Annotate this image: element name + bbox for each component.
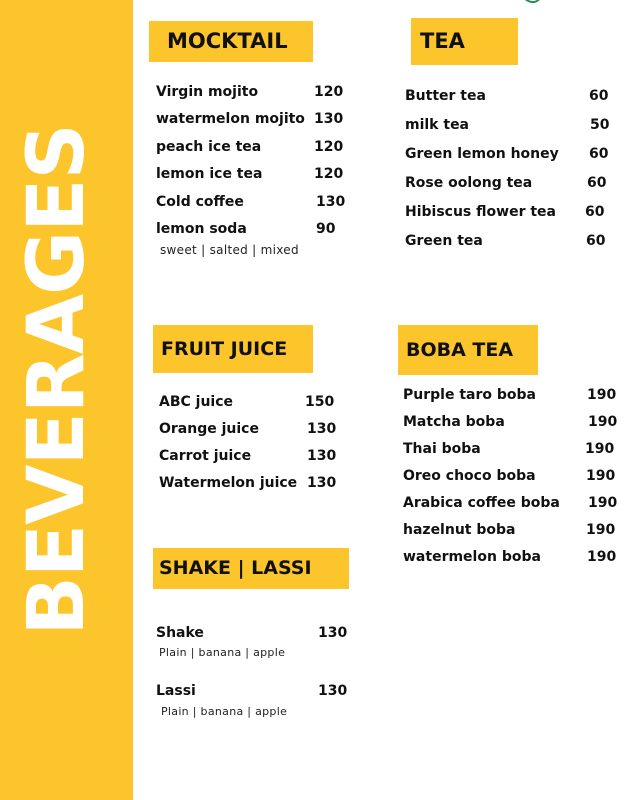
- menu-item-price: 60: [587, 175, 607, 191]
- menu-item-name: Butter tea: [405, 88, 486, 104]
- menu-item-price: 120: [314, 84, 344, 100]
- menu-item-price: 130: [307, 475, 337, 491]
- menu-item-price: 130: [307, 448, 337, 464]
- menu-item-price: 150: [305, 394, 335, 410]
- menu-item-note: Plain | banana | apple: [161, 705, 288, 718]
- menu-item-price: 190: [585, 441, 615, 457]
- menu-item-name: Matcha boba: [403, 414, 505, 430]
- menu-item-name: Oreo choco boba: [403, 468, 536, 484]
- menu-item-name: Watermelon juice: [159, 475, 298, 491]
- leaf-icon: [518, 0, 544, 6]
- menu-item-price: 90: [316, 221, 336, 237]
- menu-item-name: Green lemon honey: [405, 146, 559, 162]
- menu-item-price: 130: [318, 683, 348, 699]
- tea-header: TEA: [411, 18, 518, 65]
- menu-item-price: 130: [307, 421, 337, 437]
- menu-item-price: 60: [589, 146, 609, 162]
- menu-item-name: peach ice tea: [156, 139, 262, 155]
- menu-item-name: hazelnut boba: [403, 522, 516, 538]
- menu-item-note: sweet | salted | mixed: [160, 243, 299, 257]
- menu-item-note: Plain | banana | apple: [159, 646, 286, 659]
- menu-item-name: Green tea: [405, 233, 483, 249]
- menu-item-name: watermelon boba: [403, 549, 541, 565]
- menu-item-name: Orange juice: [159, 421, 259, 437]
- menu-item-name: Thai boba: [403, 441, 481, 457]
- menu-item-price: 190: [587, 549, 617, 565]
- menu-item-price: 190: [586, 522, 616, 538]
- menu-item-price: 60: [585, 204, 605, 220]
- sidebar-title: BEVERAGES: [12, 124, 102, 636]
- boba-tea-header: BOBA TEA: [398, 325, 538, 375]
- menu-item-price: 190: [588, 414, 618, 430]
- menu-item-price: 130: [318, 625, 348, 641]
- menu-item-name: Shake: [156, 625, 204, 641]
- menu-item-name: Purple taro boba: [403, 387, 536, 403]
- menu-item-name: Carrot juice: [159, 448, 252, 464]
- menu-item-name: Lassi: [156, 683, 196, 699]
- menu-item-name: Rose oolong tea: [405, 175, 533, 191]
- menu-item-price: 50: [590, 117, 610, 133]
- menu-item-name: lemon soda: [156, 221, 247, 237]
- menu-item-name: ABC juice: [159, 394, 234, 410]
- menu-item-name: Hibiscus flower tea: [405, 204, 556, 220]
- shake-lassi-header: SHAKE | LASSI: [153, 548, 349, 589]
- menu-item-price: 190: [586, 468, 616, 484]
- menu-item-name: watermelon mojito: [156, 111, 305, 127]
- menu-item-price: 60: [586, 233, 606, 249]
- menu-item-price: 190: [588, 495, 618, 511]
- menu-item-name: lemon ice tea: [156, 166, 263, 182]
- menu-item-name: Cold coffee: [156, 194, 244, 210]
- menu-item-name: Arabica coffee boba: [403, 495, 560, 511]
- menu-item-price: 60: [589, 88, 609, 104]
- sidebar-banner: [0, 0, 133, 800]
- menu-item-price: 190: [587, 387, 617, 403]
- menu-item-price: 120: [314, 166, 344, 182]
- menu-item-name: milk tea: [405, 117, 470, 133]
- menu-item-price: 130: [316, 194, 346, 210]
- menu-item-price: 130: [314, 111, 344, 127]
- fruit-juice-header: FRUIT JUICE: [153, 325, 313, 373]
- menu-item-price: 120: [314, 139, 344, 155]
- mocktail-header: MOCKTAIL: [149, 21, 313, 62]
- menu-item-name: Virgin mojito: [156, 84, 259, 100]
